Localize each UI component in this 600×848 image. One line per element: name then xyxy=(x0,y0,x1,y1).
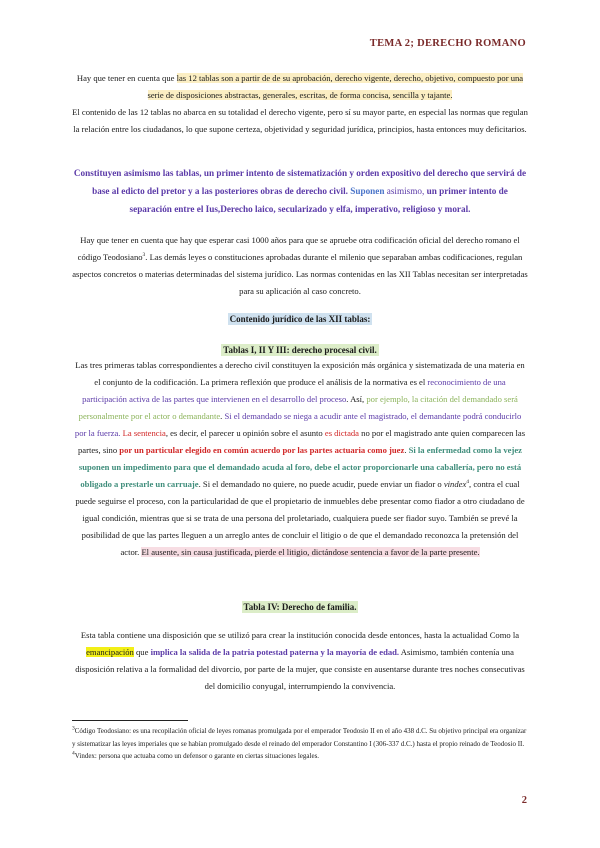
text-run: Las tres primeras tablas correspondientes a derecho civil constituyen la exposición más orgánica y sistematizada de una materia en el conjunto de la codificación. La primera reflexión que produce el análisis de la normativa es el xyxy=(75,360,525,387)
page-number: 2 xyxy=(521,795,527,806)
highlight-purple: un primer intento de separación entre el Ius,Derecho laico, secularizado y elfa, imperativo, religioso y moral. xyxy=(129,186,508,214)
footnote-text: Código Teodosiano: es una recopilación oficial de leyes romanas promulgada por el emperador Teodosio II en el año 438 d.C. Su objetivo principal era organizar y sistematizar las leyes imperiales que se habían promulgado desde el reinado del emperador Constantino I (306-337 d.C.) hasta el propio reinado de Teodosio II. xyxy=(72,727,527,748)
section-title: Tabla IV: Derecho de familia. xyxy=(243,602,357,612)
footnote-divider xyxy=(72,720,188,721)
footnote-4 xyxy=(72,750,528,763)
text-run: . Las demás leyes o constituciones aprobadas durante el milenio que separaban ambas codificaciones, regulan aspectos concretos o materias determinadas del sistema jurídico. Las normas contenidas en las XII Tablas necesitan ser interpretadas para su aplicación al caso concreto. xyxy=(72,252,528,296)
text-run: . Si el demandado no quiere, no puede acudir, puede enviar un fiador o xyxy=(198,479,444,489)
text-run: Hay que tener en cuenta que xyxy=(76,73,177,83)
highlight-blue: Suponen xyxy=(347,186,385,196)
highlight-red-bold: por un particular elegido en común acuerdo por las partes actuaria como juez xyxy=(119,445,405,455)
section-heading-contenido xyxy=(72,309,528,327)
highlight-yellow: las 12 tablas son a partir de de su aprobación, derecho vigente, derecho, objetivo, compuesto por una serie de disposiciones abstractas, generales, escritas, de forma concisa, sencilla y tajante. xyxy=(147,73,524,100)
section-heading-tabla-iv xyxy=(72,597,528,615)
text-italic: vindex xyxy=(443,479,467,489)
section-title: Contenido jurídico de las XII tablas: xyxy=(229,314,371,324)
section-heading-tablas-i-iii xyxy=(72,340,528,358)
text-run: , contra el cual puede seguirse el proceso, con la particularidad de que el propietario de inmuebles debe presentar como fiador a otro ciudadano de igual condición, mientras que si se trata de una persona del proletariado, cualquiera puede ser fiador suyo. También se prevé la posibilidad de que las partes lleguen a un arreglo antes de concluir el litigio o de que el demandado reconozca la pretensión del actor. xyxy=(75,479,525,557)
text-run: Asimismo, también contenía una disposición relativa a la formalidad del divorcio, por parte de la mujer, que consiste en ausentarse durante tres noches consecutivas del domicilio conyugal, interrumpiendo la convivencia. xyxy=(75,647,525,691)
text-run: . xyxy=(220,411,223,421)
text-run: Esta tabla contiene una disposición que se utilizó para crear la institución conocida desde entonces, hasta la actualidad Como la xyxy=(80,630,520,640)
paragraph-familia xyxy=(72,627,528,695)
footnotes xyxy=(72,725,528,763)
highlight-purple: Si el demandado se niega a acudir ante el magistrado, el demandante podrá conducirlo por la fuerza. xyxy=(74,411,522,438)
footnote-text: Vindex: persona que actuaba como un defensor o garante en ciertas situaciones legales. xyxy=(74,752,320,760)
text-run: que xyxy=(133,647,151,657)
paragraph-intro xyxy=(72,70,528,138)
paragraph-procesal-civil xyxy=(72,357,528,561)
footnote-mark: 4 xyxy=(72,750,75,757)
highlight-pink: El ausente, sin causa justificada, pierde el litigio, dictándose sentencia a favor de la parte presente. xyxy=(141,547,480,557)
text-run: , es decir, el parecer u opinión sobre el asunto xyxy=(165,428,325,438)
highlight-green: por ejemplo, la citación del demandado será personalmente por el actor o demandante xyxy=(78,394,518,421)
footnote-ref[interactable]: 4 xyxy=(466,479,470,486)
page-header-title: TEMA 2; DERECHO ROMANO xyxy=(369,38,526,49)
text-run: . Así, xyxy=(346,394,367,404)
highlight-purple: reconocimiento de una participación activa de las partes que intervienen en el desarrollo del proceso xyxy=(82,377,506,404)
highlight-sun: emancipación xyxy=(86,647,134,657)
text-run: no por el magistrado ante quien comparecen las partes, sino xyxy=(78,428,526,455)
footnote-ref[interactable]: 3 xyxy=(142,252,146,259)
text-run: El contenido de las 12 tablas no abarca en su totalidad el derecho vigente, pero sí su mayor parte, en especial las normas que regulan la relación entre los ciudadanos, lo que supone certeza, objetividad y seguridad jurídica, principios, hasta entonces muy deficitarios. xyxy=(72,107,528,134)
highlight-teal: Si la enfermedad como la vejez suponen un impedimento para que el demandado acuda al foro, debe el actor proporcionarle una caballería, pero no está obligado a prestarle un carruaje xyxy=(78,445,522,489)
text-run: Hay que tener en cuenta que hay que esperar casi 1000 años para que se apruebe otra codificación oficial del derecho romano el código Teodosiano xyxy=(77,235,520,262)
footnote-3 xyxy=(72,725,528,750)
highlight-red: La sentencia xyxy=(120,428,166,438)
text-run: asimismo, xyxy=(384,186,427,196)
section-title: Tablas I, II Y III: derecho procesal civil. xyxy=(223,345,377,355)
highlight-red: es dictada xyxy=(324,428,359,438)
footnote-mark: 3 xyxy=(72,725,75,732)
highlight-purple: implica la salida de la patria potestad paterna y la mayoría de edad. xyxy=(150,647,400,657)
paragraph-systematization xyxy=(72,164,528,218)
paragraph-codificacion xyxy=(72,232,528,300)
highlight-purple: Constituyen asimismo las tablas, un primer intento de sistematización y orden expositivo del derecho que servirá de base al edicto del pretor y a las posteriores obras de derecho civil. xyxy=(73,168,527,196)
text-run: . xyxy=(404,445,409,455)
